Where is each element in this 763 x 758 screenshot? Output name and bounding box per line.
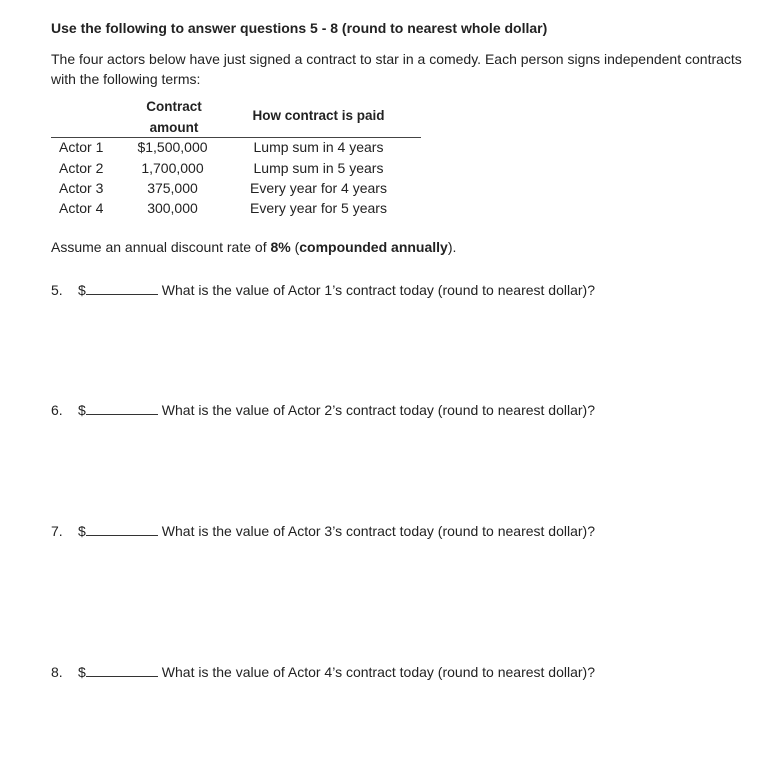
question-text: What is the value of Actor 3’s contract today (round to nearest dollar)?	[161, 523, 595, 539]
actor-cell: Actor 1	[59, 139, 104, 155]
answer-blank[interactable]	[86, 401, 158, 415]
amount-cell: 1,700,000	[141, 160, 204, 176]
assumption-suffix: ).	[447, 239, 457, 255]
assumption-prefix: Assume an annual discount rate of	[51, 239, 271, 255]
actor-cell: Actor 2	[59, 160, 104, 176]
contract-header-line1: Contract	[146, 99, 202, 114]
answer-blank[interactable]	[86, 522, 158, 536]
payment-terms-cell: Every year for 5 years	[250, 200, 387, 216]
question-7	[51, 522, 595, 539]
actor-cell: Actor 3	[59, 180, 104, 196]
question-number: 7.	[51, 523, 63, 539]
question-8	[51, 663, 595, 680]
table-row	[51, 180, 421, 200]
currency-symbol: $	[78, 523, 86, 539]
question-number: 8.	[51, 664, 63, 680]
question-text: What is the value of Actor 2’s contract today (round to nearest dollar)?	[161, 402, 595, 418]
answer-blank[interactable]	[86, 281, 158, 295]
answer-blank[interactable]	[86, 663, 158, 677]
contract-header-line2: amount	[149, 120, 199, 135]
amount-cell: $1,500,000	[137, 139, 208, 155]
table-row	[51, 160, 421, 180]
question-text: What is the value of Actor 4’s contract today (round to nearest dollar)?	[161, 664, 595, 680]
payment-terms-cell: Lump sum in 4 years	[253, 139, 384, 155]
question-number: 6.	[51, 402, 63, 418]
currency-symbol: $	[78, 402, 86, 418]
intro-paragraph: The four actors below have just signed a contract to star in a comedy. Each person signs independent contracts with the following terms:	[51, 51, 742, 87]
payment-terms-cell: Every year for 4 years	[250, 180, 387, 196]
section-heading: Use the following to answer questions 5 - 8 (round to nearest whole dollar)	[51, 20, 548, 36]
discount-rate-assumption	[51, 239, 456, 255]
discount-rate-value: 8%	[270, 239, 291, 255]
amount-cell: 300,000	[147, 200, 198, 216]
question-number: 5.	[51, 282, 63, 298]
table-header-rule	[51, 137, 421, 138]
currency-symbol: $	[78, 664, 86, 680]
how-paid-header: How contract is paid	[252, 108, 385, 123]
question-text: What is the value of Actor 1’s contract today (round to nearest dollar)?	[161, 282, 595, 298]
currency-symbol: $	[78, 282, 86, 298]
compounding-term: compounded annually	[299, 239, 448, 255]
contract-amount-header	[135, 96, 213, 138]
actor-cell: Actor 4	[59, 200, 104, 216]
payment-terms-cell: Lump sum in 5 years	[253, 160, 384, 176]
assumption-mid: (	[290, 239, 300, 255]
question-6	[51, 401, 595, 418]
table-row	[51, 200, 421, 220]
question-5	[51, 281, 595, 298]
table-row	[51, 139, 421, 159]
amount-cell: 375,000	[147, 180, 198, 196]
